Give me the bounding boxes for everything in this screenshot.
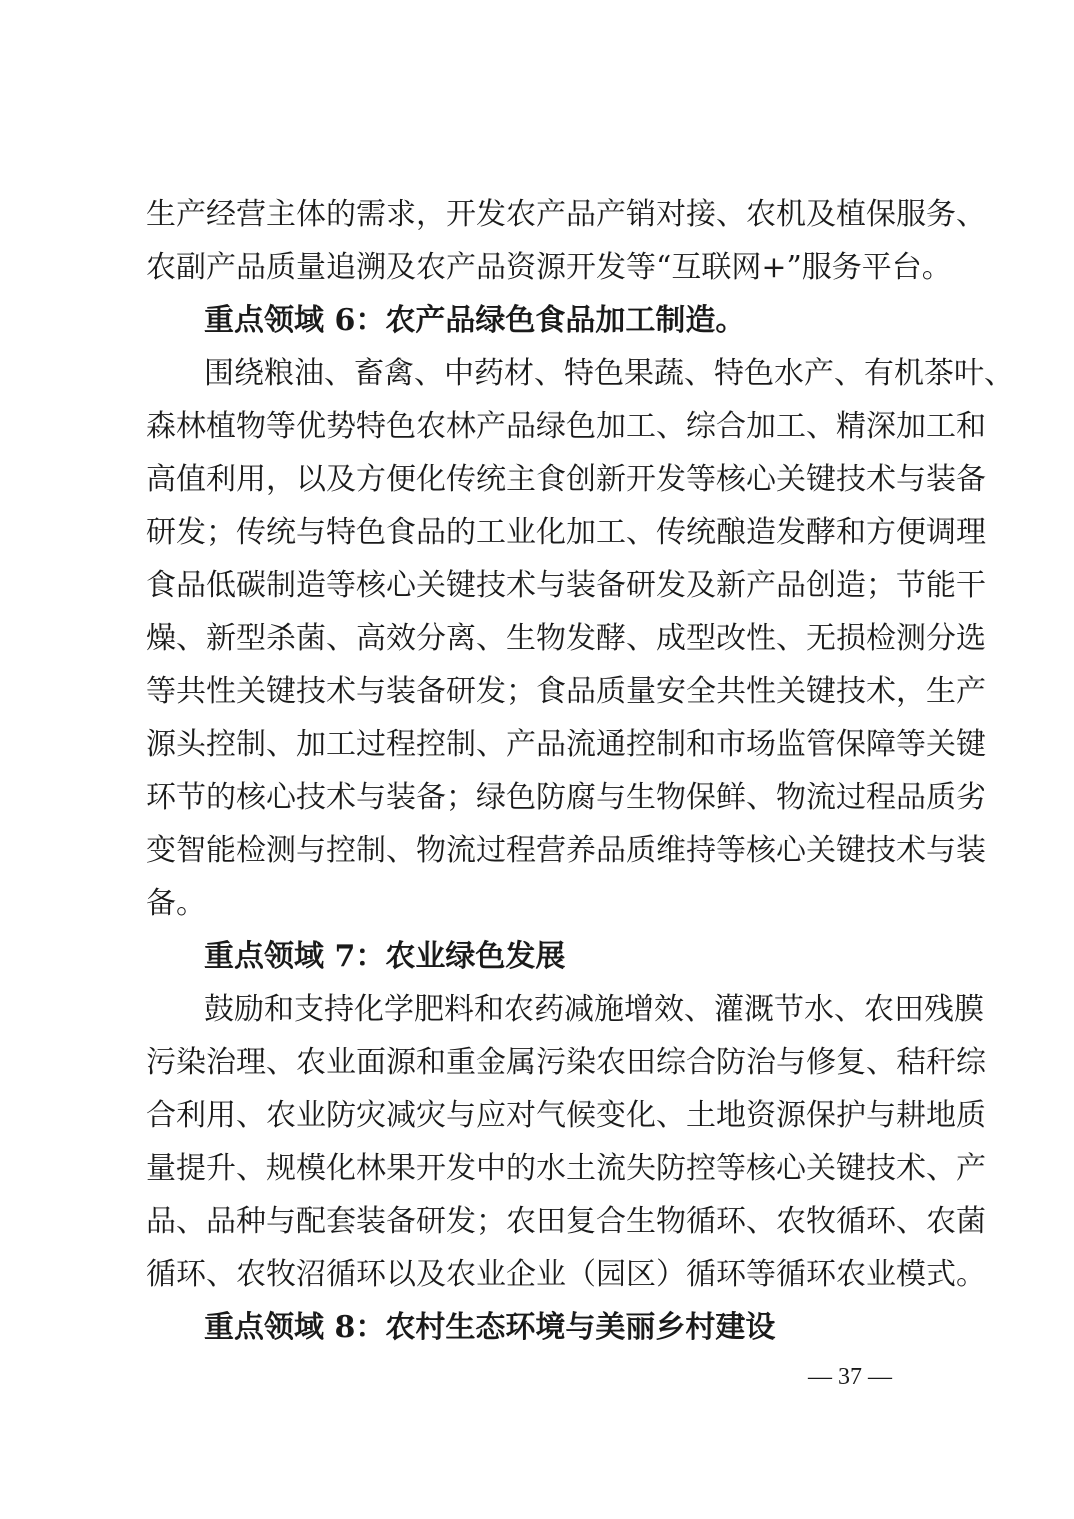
text-line: 食品低碳制造等核心关键技术与装备研发及新产品创造；节能干 <box>146 568 986 603</box>
text-line: 量提升、规模化林果开发中的水土流失防控等核心关键技术、产 <box>146 1151 986 1186</box>
text-line: 研发；传统与特色食品的工业化加工、传统酿造发酵和方便调理 <box>146 515 986 550</box>
document-body <box>146 188 1014 1354</box>
section-heading: 重点领域 7：农业绿色发展 <box>204 939 566 974</box>
text-line: 变智能检测与控制、物流过程营养品质维持等核心关键技术与装 <box>146 833 986 868</box>
section-heading: 重点领域 8：农村生态环境与美丽乡村建设 <box>204 1310 776 1345</box>
text-line: 高值利用，以及方便化传统主食创新开发等核心关键技术与装备 <box>146 462 986 497</box>
text-line: 鼓励和支持化学肥料和农药减施增效、灌溉节水、农田残膜 <box>204 992 984 1027</box>
page-number: — 37 — <box>808 1364 892 1390</box>
text-line: 等共性关键技术与装备研发；食品质量安全共性关键技术，生产 <box>146 674 986 709</box>
paragraph <box>146 347 1014 930</box>
section-heading: 重点领域 6：农产品绿色食品加工制造。 <box>204 303 746 338</box>
text-line: 源头控制、加工过程控制、产品流通控制和市场监管保障等关键 <box>146 727 986 762</box>
text-line: 燥、新型杀菌、高效分离、生物发酵、成型改性、无损检测分选 <box>146 621 986 656</box>
text-line: 合利用、农业防灾减灾与应对气候变化、土地资源保护与耕地质 <box>146 1098 986 1133</box>
text-line: 品、品种与配套装备研发；农田复合生物循环、农牧循环、农菌 <box>146 1204 986 1239</box>
text-line: 生产经营主体的需求，开发农产品产销对接、农机及植保服务、 <box>146 197 986 232</box>
text-line: 备。 <box>146 886 206 921</box>
text-line: 污染治理、农业面源和重金属污染农田综合防治与修复、秸秆综 <box>146 1045 986 1080</box>
text-line: 农副产品质量追溯及农产品资源开发等“互联网+”服务平台。 <box>146 250 952 285</box>
text-line: 森林植物等优势特色农林产品绿色加工、综合加工、精深加工和 <box>146 409 986 444</box>
paragraph <box>146 188 986 294</box>
text-line: 环节的核心技术与装备；绿色防腐与生物保鲜、物流过程品质劣 <box>146 780 986 815</box>
text-line: 循环、农牧沼循环以及农业企业（园区）循环等循环农业模式。 <box>146 1257 986 1292</box>
text-line: 围绕粮油、畜禽、中药材、特色果蔬、特色水产、有机茶叶、 <box>204 356 1014 391</box>
paragraph <box>146 983 986 1301</box>
